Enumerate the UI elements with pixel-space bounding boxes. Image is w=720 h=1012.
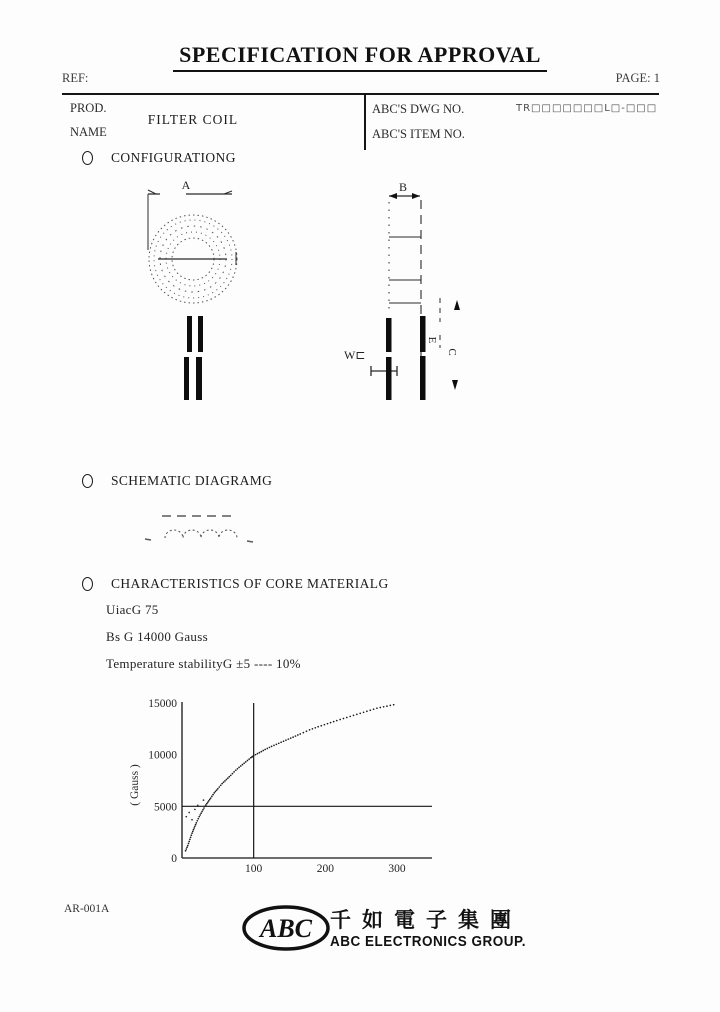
form-number: AR-001A <box>64 903 110 915</box>
curve-dot <box>190 836 192 838</box>
curve-dot <box>217 788 219 790</box>
y-tick-label: 5000 <box>154 801 177 814</box>
curve-dot <box>257 753 259 755</box>
curve-dot <box>285 739 287 741</box>
toroid-front-view <box>148 190 237 303</box>
x-tick-label: 100 <box>245 863 263 875</box>
coil-side-view <box>371 193 440 388</box>
curve-dot <box>189 839 191 841</box>
curve-dot <box>237 768 239 770</box>
curve-dot <box>190 834 192 836</box>
curve-dot <box>203 807 205 809</box>
curve-dot <box>280 741 282 743</box>
curve-dot <box>299 733 301 735</box>
curve-dot <box>393 704 395 706</box>
curve-dot <box>226 779 228 781</box>
curve-dot <box>266 748 268 750</box>
curve-dot <box>324 724 326 726</box>
curve-dot <box>228 776 230 778</box>
dim-arrow-down <box>452 380 458 390</box>
curve-dot <box>242 764 244 766</box>
curve-dot <box>187 845 189 847</box>
curve-dot <box>206 803 208 805</box>
curve-dot <box>320 725 322 727</box>
curve-dot <box>264 749 266 751</box>
curve-dot <box>389 705 391 707</box>
curve-dot <box>260 751 262 753</box>
curve-dot <box>306 730 308 732</box>
curve-dot <box>227 777 229 779</box>
core-material-chart <box>100 690 470 900</box>
company-name-chinese: 千如電子集團 <box>330 908 522 932</box>
curve-dot <box>248 758 250 760</box>
noise-dot <box>191 819 193 821</box>
configuration-drawing <box>0 170 720 470</box>
curve-dot <box>271 746 273 748</box>
prod-label: PROD. <box>70 101 107 115</box>
y-tick-label: 0 <box>171 853 177 865</box>
curve-dot <box>292 736 294 738</box>
curve-dot <box>193 829 195 831</box>
curve-dot <box>283 740 285 742</box>
curve-dot <box>327 723 329 725</box>
curve-dot <box>349 716 351 718</box>
curve-dot <box>230 774 232 776</box>
curve-dot <box>199 814 201 816</box>
curve-dot <box>194 825 196 827</box>
curve-dot <box>196 820 198 822</box>
curve-dot <box>366 710 368 712</box>
circle-bullet-icon <box>82 151 93 165</box>
curve-dot <box>185 848 187 850</box>
section-characteristics-title: CHARACTERISTICS OF CORE MATERIALG <box>111 576 389 591</box>
curve-dot <box>202 809 204 811</box>
curve-dot <box>210 797 212 799</box>
curve-dot <box>186 846 188 848</box>
drawing-number-cell <box>366 95 659 150</box>
curve-dot <box>240 765 242 767</box>
curve-dot <box>290 737 292 739</box>
curve-dot <box>188 841 190 843</box>
y-tick-label: 15000 <box>148 698 177 710</box>
curve-dot <box>255 754 257 756</box>
dimension-a-label: A <box>181 178 191 192</box>
section-characteristics-header <box>82 576 389 592</box>
curve-dot <box>269 747 271 749</box>
curve-dot <box>215 791 217 793</box>
curve-dot <box>238 767 240 769</box>
noise-dot <box>188 812 190 814</box>
curve-dot <box>218 786 220 788</box>
curve-dot <box>363 711 365 713</box>
x-tick-label: 200 <box>316 863 334 875</box>
dwg-no-value: TR□□□□□□□L□-□□□ <box>516 103 658 114</box>
toroid-leads <box>184 316 203 400</box>
noise-dot <box>194 809 196 811</box>
product-name-cell <box>62 95 366 150</box>
curve-dot <box>276 743 278 745</box>
curve-dot <box>336 720 338 722</box>
inductor-schematic-symbol <box>135 502 270 552</box>
curve-dot <box>339 719 341 721</box>
dimension-b-label: B <box>398 180 408 194</box>
curve-dot <box>373 708 375 710</box>
abc-logo-text: ABC <box>259 914 313 943</box>
curve-dot <box>309 729 311 731</box>
curve-dot <box>209 799 211 801</box>
curve-dot <box>359 712 361 714</box>
curve-dot <box>213 792 215 794</box>
curve-dot <box>195 824 197 826</box>
curve-dot <box>235 769 237 771</box>
curve-dot <box>211 795 213 797</box>
ref-page-row <box>62 71 660 86</box>
curve-dot <box>312 728 314 730</box>
ref-label: REF: <box>62 71 89 85</box>
noise-dot <box>197 804 199 806</box>
dimension-e-label: E <box>426 336 438 344</box>
curve-dot <box>193 827 195 829</box>
curve-dot <box>201 811 203 813</box>
product-info-table <box>62 93 659 150</box>
page-number-label: PAGE: 1 <box>615 71 660 85</box>
curve-dot <box>245 761 247 763</box>
curve-dot <box>233 771 235 773</box>
item-no-label: ABC'S ITEM NO. <box>372 127 465 141</box>
curve-dot <box>330 722 332 724</box>
curve-dot <box>185 850 187 852</box>
curve-dot <box>212 794 214 796</box>
noise-dot <box>185 816 187 818</box>
curve-dot <box>314 727 316 729</box>
page-title-text: SPECIFICATION FOR APPROVAL <box>173 42 547 72</box>
curve-dot <box>287 738 289 740</box>
curve-dot <box>356 714 358 716</box>
curve-dot <box>207 801 209 803</box>
product-name-value: FILTER COIL <box>147 112 239 127</box>
abc-logo <box>240 903 334 953</box>
curve-dot <box>253 755 255 757</box>
curve-dot <box>208 800 210 802</box>
curve-dot <box>195 822 197 824</box>
section-schematic-header <box>82 473 272 489</box>
curve-dot <box>262 750 264 752</box>
curve-dot <box>200 812 202 814</box>
curve-dot <box>273 745 275 747</box>
y-axis-label: ( Gauss ) <box>129 764 141 806</box>
dim-arrow-up <box>454 300 460 310</box>
chart-axes <box>182 702 432 858</box>
curve-dot <box>191 832 193 834</box>
curve-dot <box>205 804 207 806</box>
curve-dot <box>216 789 218 791</box>
curve-dot <box>223 781 225 783</box>
curve-dot <box>204 805 206 807</box>
curve-dot <box>247 760 249 762</box>
dimension-c-label: C <box>446 348 458 356</box>
noise-dot <box>203 799 205 801</box>
curve-dot <box>343 718 345 720</box>
characteristic-uiac: UiacG 75 <box>106 602 159 617</box>
curve-dot <box>295 735 297 737</box>
circle-bullet-icon <box>82 474 93 488</box>
curve-dot <box>221 783 223 785</box>
curve-dot <box>346 717 348 719</box>
company-name-english: ABC ELECTRONICS GROUP. <box>330 933 527 950</box>
curve-dot <box>259 752 261 754</box>
characteristic-temp-stability: Temperature stabilityG ±5 ---- 10% <box>106 656 301 671</box>
circle-bullet-icon <box>82 577 93 591</box>
curve-dot <box>376 707 378 709</box>
curve-dot <box>379 707 381 709</box>
y-tick-label: 10000 <box>148 749 177 762</box>
curve-dot <box>243 762 245 764</box>
curve-dot <box>353 715 355 717</box>
curve-dot <box>188 843 190 845</box>
dimension-w-label: W⊏ <box>344 348 366 362</box>
curve-dot <box>303 732 305 734</box>
curve-dot <box>383 706 385 708</box>
curve-dot <box>386 705 388 707</box>
curve-dot <box>232 773 234 775</box>
section-configuration-title: CONFIGURATIONG <box>111 150 236 165</box>
page-title <box>0 42 720 72</box>
x-tick-label: 300 <box>388 863 406 875</box>
curve-dot <box>297 734 299 736</box>
section-schematic-title: SCHEMATIC DIAGRAMG <box>111 473 273 488</box>
curve-dot <box>192 831 194 833</box>
characteristic-bs: Bs G 14000 Gauss <box>106 629 208 644</box>
name-label: NAME <box>70 125 107 139</box>
curve-dot <box>369 709 371 711</box>
curve-dot <box>220 784 222 786</box>
curve-dot <box>197 818 199 820</box>
section-configuration-header <box>82 150 236 166</box>
curve-dot <box>198 816 200 818</box>
curve-dot <box>224 780 226 782</box>
curve-dot <box>278 742 280 744</box>
dwg-no-label: ABC'S DWG NO. <box>372 102 465 116</box>
curve-dot <box>317 726 319 728</box>
curve-dot <box>333 721 335 723</box>
